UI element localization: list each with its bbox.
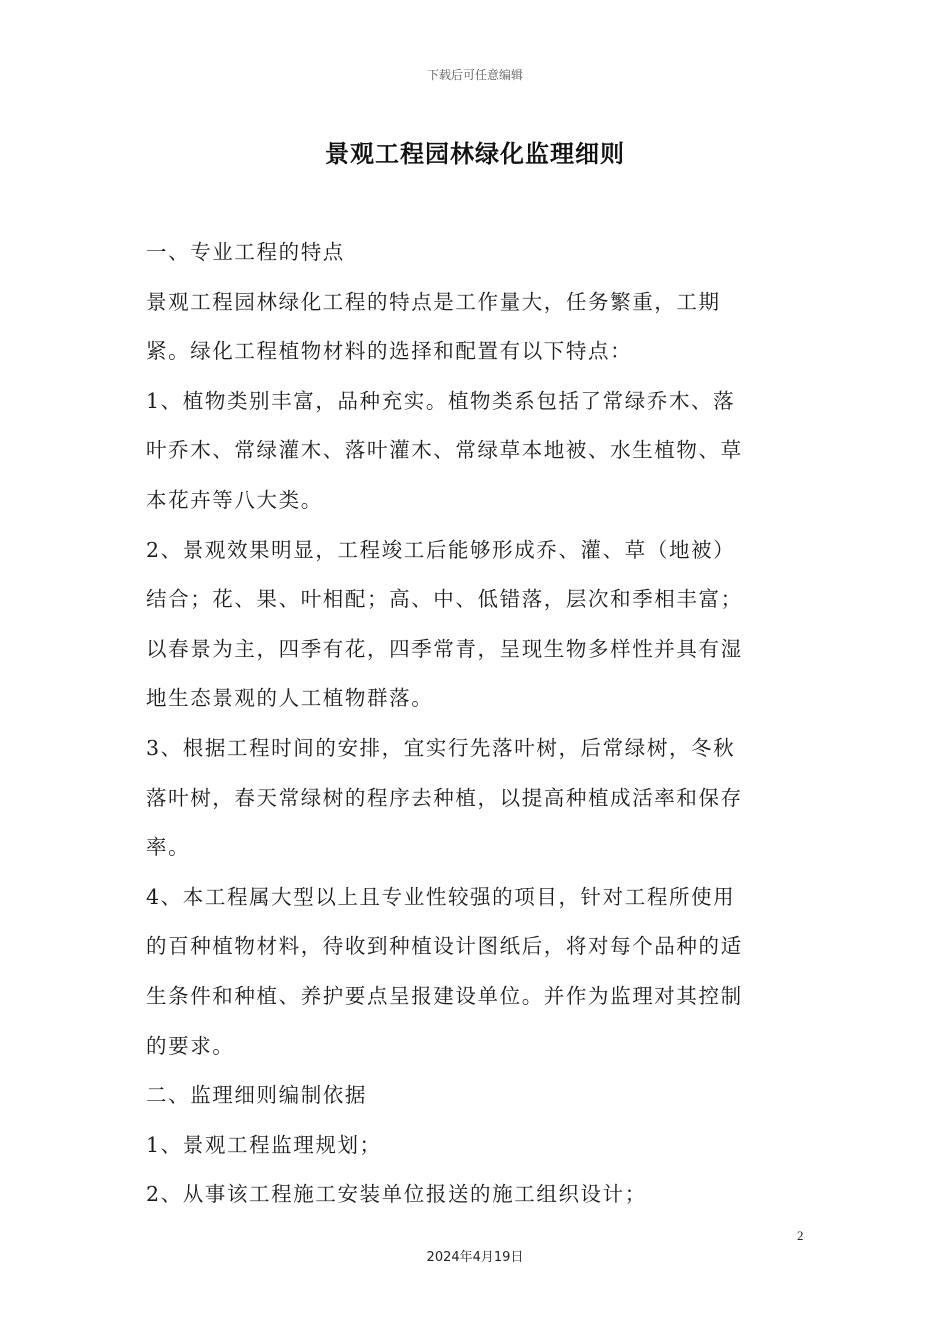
paragraph-line: 的百种植物材料，待收到种植设计图纸后，将对每个品种的适 [146, 934, 743, 959]
paragraph-line: 率。 [146, 835, 191, 860]
header-note: 下载后可任意编辑 [426, 68, 523, 82]
section-heading-basis: 二、监理细则编制依据 [146, 1083, 367, 1108]
paragraph-line: 景观工程园林绿化工程的特点是工作量大，任务繁重，工期 [146, 289, 721, 314]
document-title: 景观工程园林绿化监理细则 [325, 139, 625, 168]
section-heading-features: 一、专业工程的特点 [146, 240, 345, 264]
page-number: 2 [797, 1228, 804, 1243]
list-item: 2、从事该工程施工安装单位报送的施工组织设计； [146, 1182, 647, 1207]
paragraph-line: 4、本工程属大型以上且专业性较强的项目，针对工程所使用 [146, 884, 736, 909]
document-body [146, 228, 756, 1220]
paragraph-line: 本花卉等八大类。 [146, 487, 323, 512]
paragraph-line: 的要求。 [146, 1033, 235, 1058]
paragraph-line: 2、景观效果明显，工程竣工后能够形成乔、灌、草（地被） [146, 537, 736, 562]
paragraph-line: 3、根据工程时间的安排，宜实行先落叶树，后常绿树，冬秋 [146, 735, 736, 760]
paragraph-line: 生条件和种植、养护要点呈报建设单位。并作为监理对其控制 [146, 983, 743, 1008]
list-item: 1、景观工程监理规划； [146, 1132, 382, 1157]
paragraph-line: 落叶树，春天常绿树的程序去种植，以提高种植成活率和保存 [146, 785, 743, 810]
paragraph-line: 紧。绿化工程植物材料的选择和配置有以下特点： [146, 339, 633, 364]
paragraph-line: 结合；花、果、叶相配；高、中、低错落，层次和季相丰富； [146, 587, 743, 612]
footer-date: 2024年4月19日 [426, 1250, 524, 1265]
paragraph-line: 1、植物类别丰富，品种充实。植物类系包括了常绿乔木、落 [146, 388, 736, 413]
paragraph-line: 地生态景观的人工植物群落。 [146, 686, 434, 711]
paragraph-line: 以春景为主，四季有花，四季常青，呈现生物多样性并具有湿 [146, 636, 743, 661]
paragraph-line: 叶乔木、常绿灌木、落叶灌木、常绿草本地被、水生植物、草 [146, 438, 743, 463]
